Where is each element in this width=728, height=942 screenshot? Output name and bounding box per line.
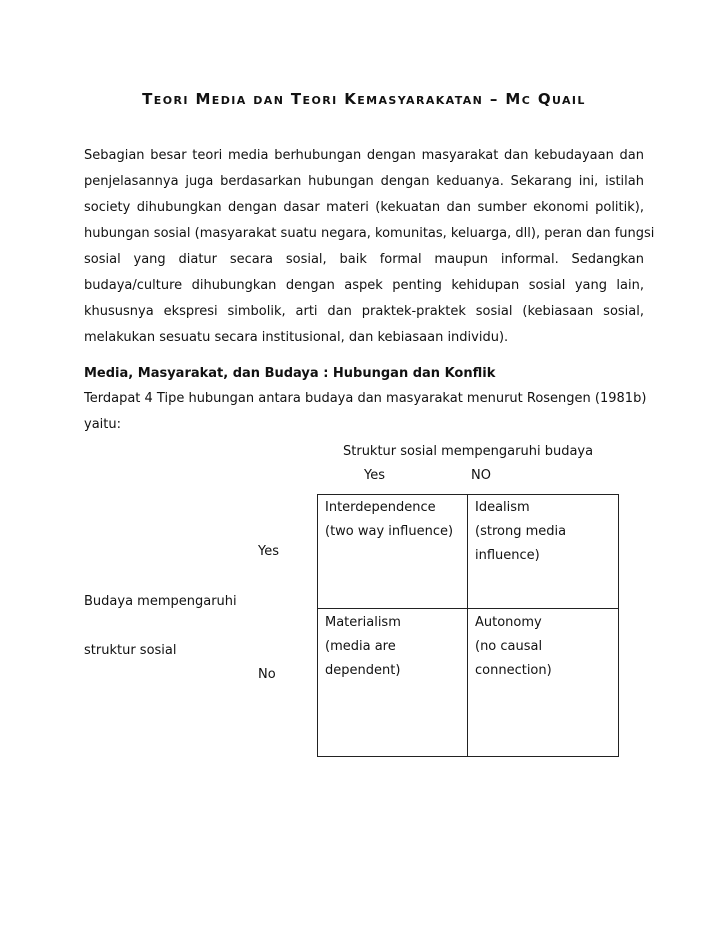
row-axis-label-line1: Budaya mempengaruhi xyxy=(84,594,237,609)
section-heading: Media, Masyarakat, dan Budaya : Hubungan dan Konflik xyxy=(84,366,496,381)
cell-idealism xyxy=(475,496,566,568)
intro-paragraph xyxy=(84,143,655,351)
column-header-yes: Yes xyxy=(364,468,385,483)
cell-note: dependent) xyxy=(325,663,401,678)
document-title: Teori Media dan Teori Kemasyarakatan – Mc Quail xyxy=(142,90,586,108)
matrix-vertical-divider xyxy=(467,495,468,756)
relationship-matrix xyxy=(317,494,619,757)
cell-title: Idealism xyxy=(475,500,530,515)
intro-line: yaitu: xyxy=(84,417,121,432)
paragraph-line: budaya/culture dihubungkan dengan aspek penting kehidupan sosial yang lain, xyxy=(84,278,644,293)
column-axis-label: Struktur sosial mempengaruhi budaya xyxy=(343,444,594,459)
row-header-no: No xyxy=(258,667,276,682)
column-header-no: NO xyxy=(471,468,491,483)
matrix-horizontal-divider xyxy=(318,608,618,609)
cell-autonomy xyxy=(475,611,552,683)
paragraph-line: society dihubungkan dengan dasar materi (kekuatan dan sumber ekonomi politik), xyxy=(84,200,644,215)
cell-note: (media are xyxy=(325,639,396,654)
cell-note: influence) xyxy=(475,548,540,563)
paragraph-line: sosial yang diatur secara sosial, baik formal maupun informal. Sedangkan xyxy=(84,252,644,267)
cell-note: (no causal xyxy=(475,639,543,654)
cell-materialism xyxy=(325,611,401,683)
cell-note: (strong media xyxy=(475,524,567,539)
paragraph-line: Sebagian besar teori media berhubungan dengan masyarakat dan kebudayaan dan xyxy=(84,148,644,163)
row-header-yes: Yes xyxy=(258,544,279,559)
cell-note: (two way influence) xyxy=(325,524,454,539)
intro-line: Terdapat 4 Tipe hubungan antara budaya dan masyarakat menurut Rosengen (1981b) xyxy=(84,391,647,406)
cell-title: Materialism xyxy=(325,615,401,630)
cell-title: Autonomy xyxy=(475,615,542,630)
cell-interdependence xyxy=(325,496,453,544)
paragraph-line: hubungan sosial (masyarakat suatu negara, komunitas, keluarga, dll), peran dan fungsi xyxy=(84,226,655,241)
paragraph-line: khususnya ekspresi simbolik, arti dan praktek-praktek sosial (kebiasaan sosial, xyxy=(84,304,644,319)
row-axis-label-line2: struktur sosial xyxy=(84,643,177,658)
cell-title: Interdependence xyxy=(325,500,436,515)
paragraph-line: penjelasannya juga berdasarkan hubungan dengan keduanya. Sekarang ini, istilah xyxy=(84,174,644,189)
paragraph-line: melakukan sesuatu secara institusional, dan kebiasaan individu). xyxy=(84,330,509,345)
cell-note: connection) xyxy=(475,663,552,678)
